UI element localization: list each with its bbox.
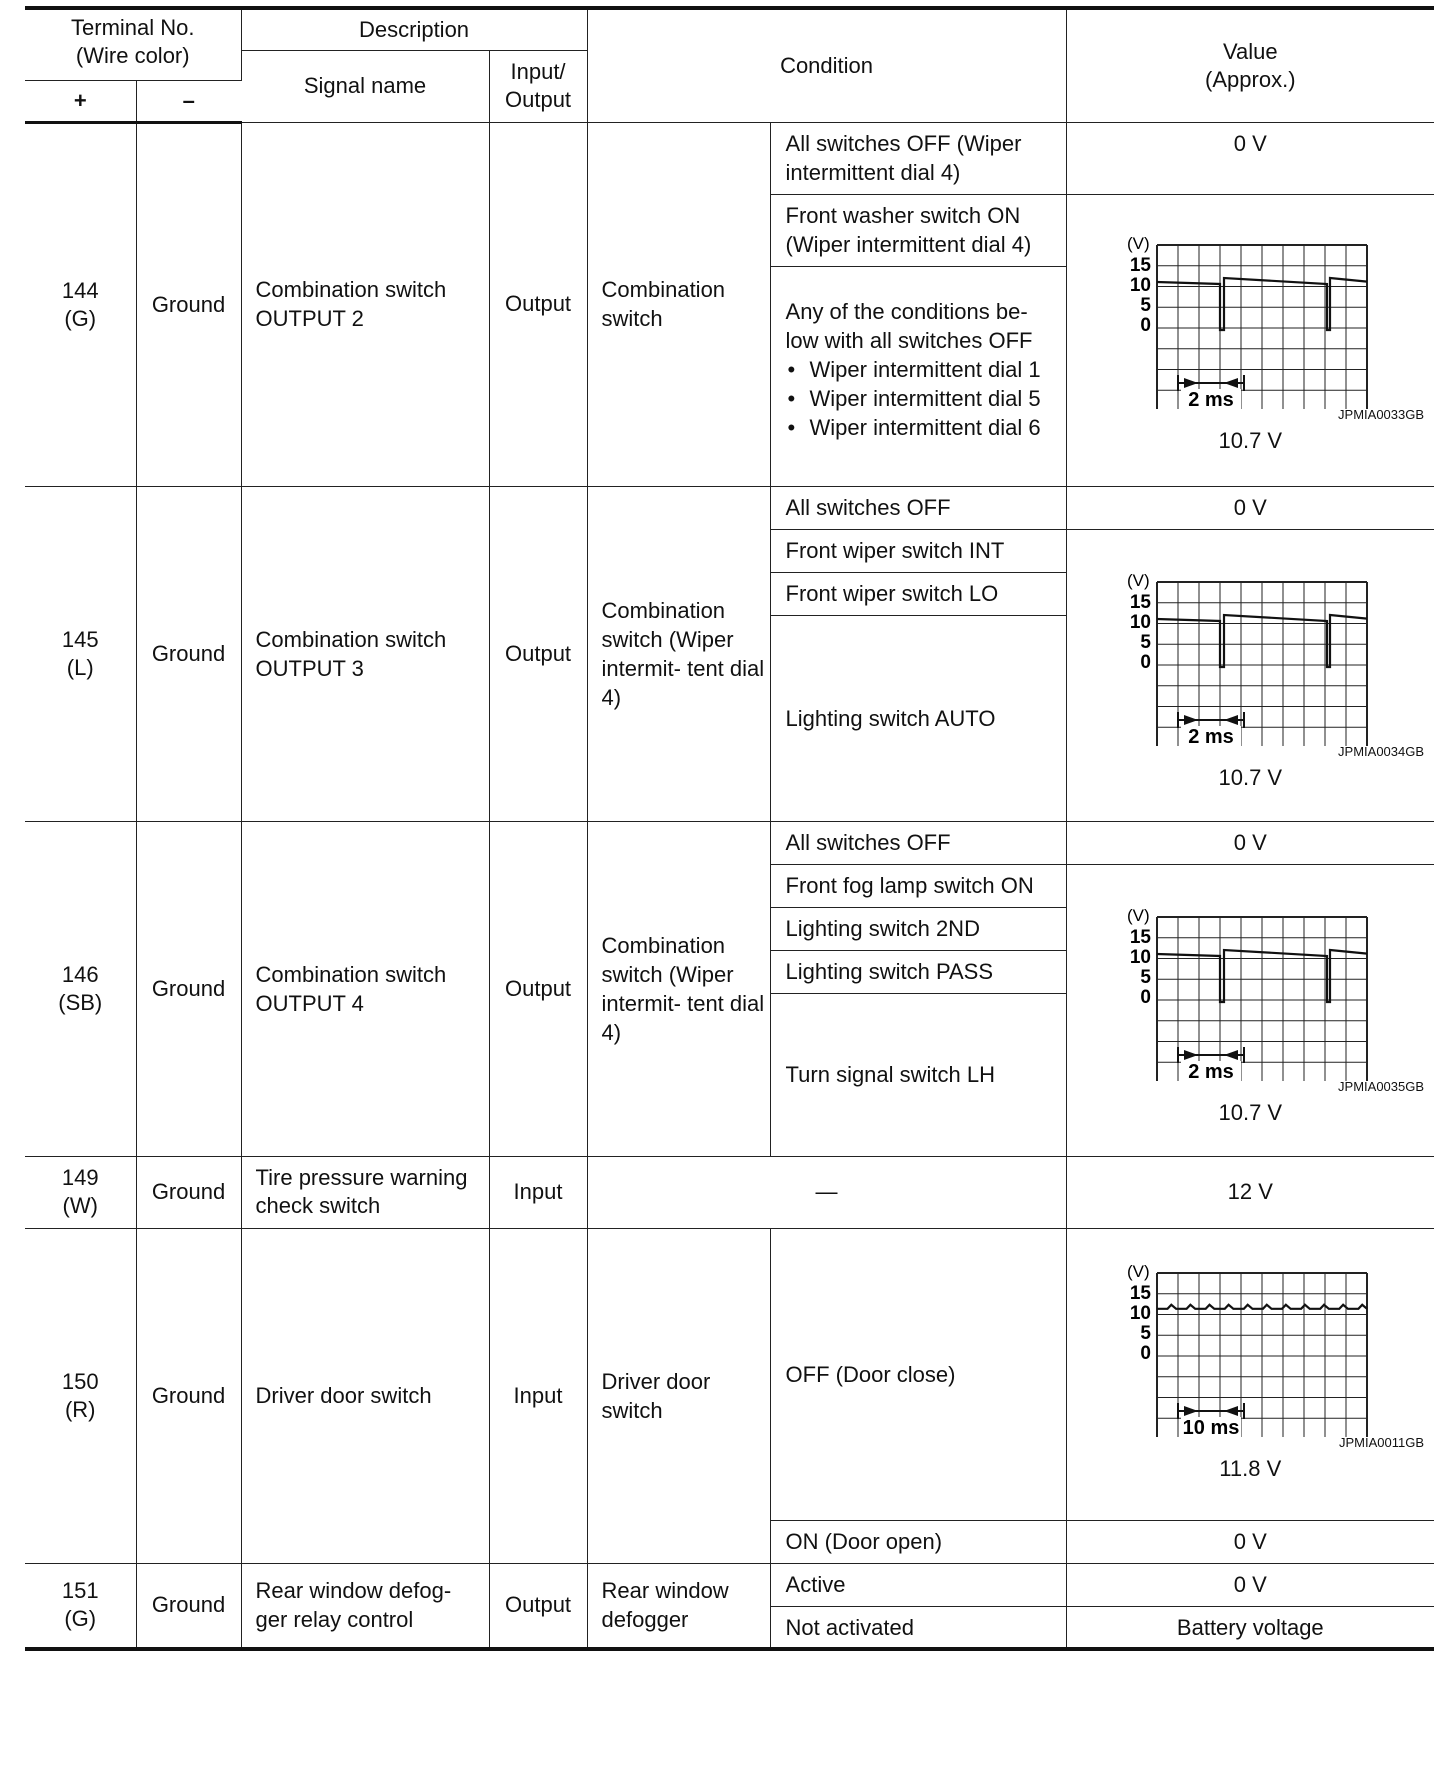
terminal-cell (25, 122, 136, 486)
terminal-spec-table (25, 6, 1434, 1651)
y-tick-label: 15 (1129, 1282, 1151, 1304)
waveform-cell (1066, 194, 1434, 486)
condition-cell: ON (Door open) (770, 1520, 1066, 1563)
waveform-graph (1067, 570, 1435, 746)
y-tick-label: 15 (1129, 926, 1151, 948)
condition-cell: Front washer switch ON (Wiper intermittent dial 4) (770, 194, 1066, 266)
condition-cell: Active (770, 1563, 1066, 1606)
time-marker-arrow (1184, 715, 1198, 725)
waveform-cell (1066, 529, 1434, 821)
value-cell: 12 V (1066, 1156, 1434, 1228)
terminal-number: 151 (61, 1578, 99, 1604)
header-value-label: Value (1222, 38, 1278, 64)
condition-text: Any of the conditions be- low with all switches OFF (785, 298, 1033, 353)
io-cell: Output (489, 122, 587, 486)
wire-color: (L) (66, 654, 94, 680)
condition-group-cell: Driver door switch (587, 1228, 770, 1563)
terminal-cell (25, 1563, 136, 1649)
condition-group-cell: Combination switch (Wiper intermit- tent dial 4) (587, 486, 770, 821)
signal-name-cell: Driver door switch (241, 1228, 489, 1563)
ground-cell: Ground (136, 1563, 241, 1649)
time-marker-arrow (1184, 378, 1198, 388)
value-cell: 0 V (1066, 486, 1434, 529)
condition-cell: All switches OFF (Wiper intermittent dial 4) (770, 122, 1066, 194)
y-tick-label: 15 (1129, 591, 1151, 613)
condition-cell: All switches OFF (770, 486, 1066, 529)
wire-color: (SB) (58, 989, 103, 1015)
io-cell: Output (489, 821, 587, 1156)
image-id: JPMIA0011GB (1339, 1434, 1425, 1450)
wire-color: (G) (64, 1606, 97, 1632)
waveform-svg (1095, 1261, 1395, 1437)
condition-cell: Lighting switch AUTO (770, 615, 1066, 821)
table-row (25, 1563, 1434, 1606)
header-signal-name: Signal name (241, 50, 489, 122)
condition-cell: Front wiper switch INT (770, 529, 1066, 572)
waveform-svg (1095, 570, 1395, 746)
y-tick-label: 10 (1129, 946, 1151, 968)
y-tick-label: 0 (1139, 986, 1151, 1008)
y-tick-label: 15 (1129, 254, 1151, 276)
header-wire-color-label: (Wire color) (75, 43, 190, 68)
io-cell: Output (489, 486, 587, 821)
condition-cell: All switches OFF (770, 821, 1066, 864)
terminal-number: 146 (61, 961, 99, 987)
io-cell: Output (489, 1563, 587, 1649)
condition-cell: Front wiper switch LO (770, 572, 1066, 615)
table-row (25, 1156, 1434, 1228)
bullet-item: • Wiper intermittent dial 5 (786, 384, 1066, 413)
condition-cell: Lighting switch 2ND (770, 907, 1066, 950)
terminal-number: 150 (61, 1368, 99, 1394)
bullet-item: • Wiper intermittent dial 6 (786, 413, 1066, 442)
header-description: Description (241, 8, 587, 50)
signal-name-cell: Combination switch OUTPUT 2 (241, 122, 489, 486)
time-division-label: 2 ms (1187, 1060, 1234, 1081)
y-tick-label: 10 (1129, 611, 1151, 633)
waveform-graph (1067, 905, 1435, 1081)
header-terminal-no-label: Terminal No. (71, 15, 195, 40)
image-id: JPMIA0033GB (1338, 406, 1425, 422)
y-unit-label: (V) (1126, 233, 1150, 253)
condition-cell: OFF (Door close) (770, 1228, 1066, 1520)
header-condition: Condition (587, 8, 1066, 122)
condition-group-cell: Rear window defogger (587, 1563, 770, 1649)
image-id: JPMIA0034GB (1338, 743, 1425, 759)
waveform-svg (1095, 905, 1395, 1081)
y-tick-label: 5 (1139, 631, 1151, 653)
header-approx-label: (Approx.) (1205, 66, 1296, 92)
value-cell: 0 V (1066, 122, 1434, 194)
value-cell: 0 V (1066, 1520, 1434, 1563)
signal-name-cell: Combination switch OUTPUT 4 (241, 821, 489, 1156)
table-row (25, 122, 1434, 194)
y-tick-label: 10 (1129, 274, 1151, 296)
header-plus: + (25, 80, 136, 122)
graph-value: 11.8 V (1219, 1455, 1282, 1481)
table-row (25, 821, 1434, 864)
waveform-cell (1066, 864, 1434, 1156)
time-marker-arrow (1224, 1406, 1238, 1416)
terminal-cell (25, 1228, 136, 1563)
y-unit-label: (V) (1126, 1261, 1150, 1281)
y-tick-label: 5 (1139, 294, 1151, 316)
condition-cell (770, 266, 1066, 486)
time-division-label: 2 ms (1187, 725, 1234, 746)
wire-color: (G) (64, 305, 97, 331)
waveform-svg (1095, 233, 1395, 409)
graph-value: 10.7 V (1218, 1099, 1283, 1125)
time-division-label: 2 ms (1187, 388, 1234, 409)
value-cell: Battery voltage (1066, 1606, 1434, 1649)
condition-group-cell: Combination switch (587, 122, 770, 486)
io-cell: Input (489, 1156, 587, 1228)
time-marker-arrow (1224, 715, 1238, 725)
wire-color: (W) (62, 1193, 98, 1218)
terminal-cell (25, 486, 136, 821)
y-tick-label: 0 (1139, 651, 1151, 673)
header-input-output: Input/ Output (489, 50, 587, 122)
condition-cell: Not activated (770, 1606, 1066, 1649)
y-tick-label: 0 (1139, 314, 1151, 336)
y-unit-label: (V) (1126, 905, 1150, 925)
waveform-graph (1067, 1261, 1435, 1437)
time-marker-arrow (1184, 1050, 1198, 1060)
graph-value: 10.7 V (1218, 764, 1283, 790)
y-tick-label: 5 (1139, 1322, 1151, 1344)
condition-bullets (786, 355, 1066, 442)
ground-cell: Ground (136, 821, 241, 1156)
wire-color: (R) (64, 1396, 96, 1422)
ground-cell: Ground (136, 122, 241, 486)
y-tick-label: 5 (1139, 966, 1151, 988)
time-marker-arrow (1184, 1406, 1198, 1416)
y-tick-label: 0 (1139, 1342, 1151, 1364)
waveform-cell (1066, 1228, 1434, 1520)
time-marker-arrow (1224, 1050, 1238, 1060)
graph-value: 10.7 V (1218, 427, 1283, 453)
table-row (25, 486, 1434, 529)
header-minus: – (136, 80, 241, 122)
signal-name-cell: Tire pressure warning check switch (241, 1156, 489, 1228)
header-terminal-no (25, 8, 241, 80)
condition-cell: Turn signal switch LH (770, 993, 1066, 1156)
image-id: JPMIA0035GB (1338, 1078, 1425, 1094)
waveform-graph (1067, 233, 1435, 409)
value-cell: 0 V (1066, 1563, 1434, 1606)
y-tick-label: 10 (1129, 1302, 1151, 1324)
terminal-cell (25, 821, 136, 1156)
signal-name-cell: Combination switch OUTPUT 3 (241, 486, 489, 821)
value-cell: 0 V (1066, 821, 1434, 864)
time-marker-arrow (1224, 378, 1238, 388)
terminal-number: 149 (61, 1165, 99, 1190)
io-cell: Input (489, 1228, 587, 1563)
ground-cell: Ground (136, 486, 241, 821)
signal-name-cell: Rear window defog- ger relay control (241, 1563, 489, 1649)
terminal-number: 144 (61, 277, 99, 303)
condition-cell: Lighting switch PASS (770, 950, 1066, 993)
bullet-item: • Wiper intermittent dial 1 (786, 355, 1066, 384)
y-unit-label: (V) (1126, 570, 1150, 590)
ground-cell: Ground (136, 1156, 241, 1228)
terminal-number: 145 (61, 626, 99, 652)
terminal-cell (25, 1156, 136, 1228)
condition-group-cell: Combination switch (Wiper intermit- tent dial 4) (587, 821, 770, 1156)
condition-cell: — (587, 1156, 1066, 1228)
table-row (25, 1228, 1434, 1520)
ground-cell: Ground (136, 1228, 241, 1563)
time-division-label: 10 ms (1182, 1416, 1239, 1437)
condition-cell: Front fog lamp switch ON (770, 864, 1066, 907)
header-value (1066, 8, 1434, 122)
